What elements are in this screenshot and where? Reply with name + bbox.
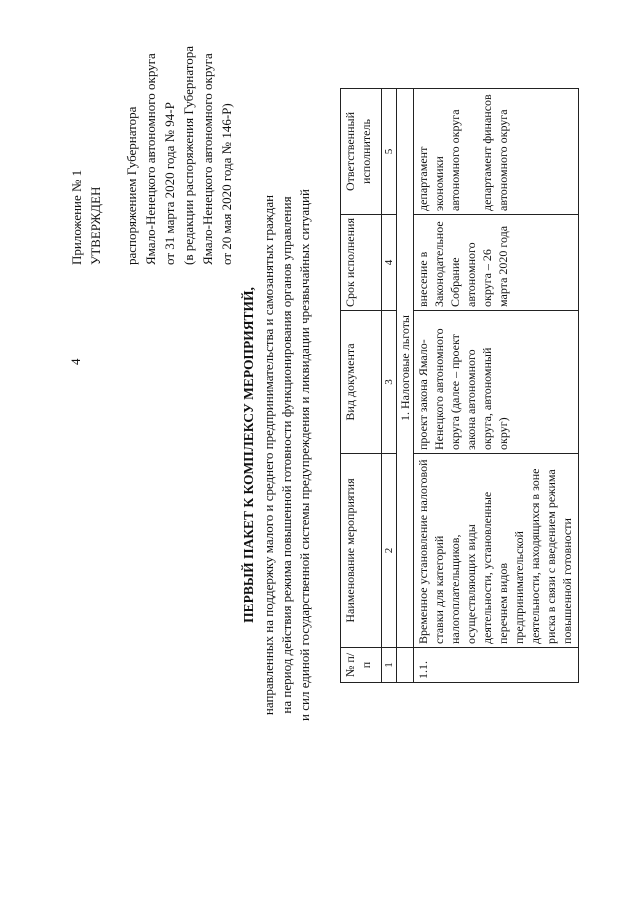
appendix-label: Приложение № 1 — [69, 169, 84, 265]
table-row — [414, 89, 579, 683]
header-deadline: Срок исполнения — [341, 215, 382, 311]
title-line: на период действия режима повышенной готовности функционирования органов управления — [279, 196, 294, 714]
title-line: и сил единой государственной системы предупреждения и ликвидации чрезвычайных ситуаций — [297, 189, 312, 721]
column-numbers-row — [382, 89, 397, 683]
approval-line: от 31 марта 2020 года № 94-Р — [162, 102, 177, 265]
column-number: 1 — [382, 648, 397, 683]
measures-table — [340, 88, 579, 683]
approved-label: УТВЕРЖДЕН — [88, 186, 103, 265]
row-doc-type: проект закона Ямало-Ненецкого автономного округа (далее – проект закона автономного округа, автономный округ) — [414, 311, 579, 454]
approval-line: Ямало-Ненецкого автономного округа — [200, 53, 215, 265]
row-deadline: внесение в Законодательное Собрание автономного округа – 26 марта 2020 года — [414, 215, 579, 311]
header-num: № п/п — [341, 648, 382, 683]
section-title: 1. Налоговые льготы — [397, 89, 414, 648]
executor-economy: департамент экономики автономного округа — [416, 109, 462, 211]
column-number: 3 — [382, 311, 397, 454]
page-number: 4 — [68, 358, 83, 365]
title-main: ПЕРВЫЙ ПАКЕТ К КОМПЛЕКСУ МЕРОПРИЯТИЙ, — [241, 287, 256, 623]
document-title — [240, 175, 314, 735]
column-number: 2 — [382, 454, 397, 648]
row-number: 1.1. — [414, 648, 579, 683]
header-executor: Ответственный исполнитель — [341, 89, 382, 215]
approval-stamp — [67, 15, 236, 265]
column-number: 4 — [382, 215, 397, 311]
table-header-row — [341, 89, 382, 683]
header-name: Наименование мероприятия — [341, 454, 382, 648]
title-line: направленных на поддержку малого и среднего предпринимательства и самозанятых граждан — [261, 194, 276, 716]
approval-line: от 20 мая 2020 года № 146-Р) — [219, 103, 234, 265]
approval-line: распоряжением Губернатора — [124, 106, 139, 265]
row-name: Временное установление налоговой ставки для категорий налогоплательщиков, осуществляющих виды деятельности, установленные перечнем видов предпринимательской деятельности, находящихся в зоне риска в связи с введением режима повышенной готовности — [414, 454, 579, 648]
column-number: 5 — [382, 89, 397, 215]
executor-finance: департамент финансов автономного округа — [480, 94, 510, 211]
approval-line: (в редакции распоряжения Губернатора — [181, 45, 196, 265]
header-doc-type: Вид документа — [341, 311, 382, 454]
section-row — [397, 89, 414, 683]
approval-line: Ямало-Ненецкого автономного округа — [143, 53, 158, 265]
row-executor — [414, 89, 579, 215]
